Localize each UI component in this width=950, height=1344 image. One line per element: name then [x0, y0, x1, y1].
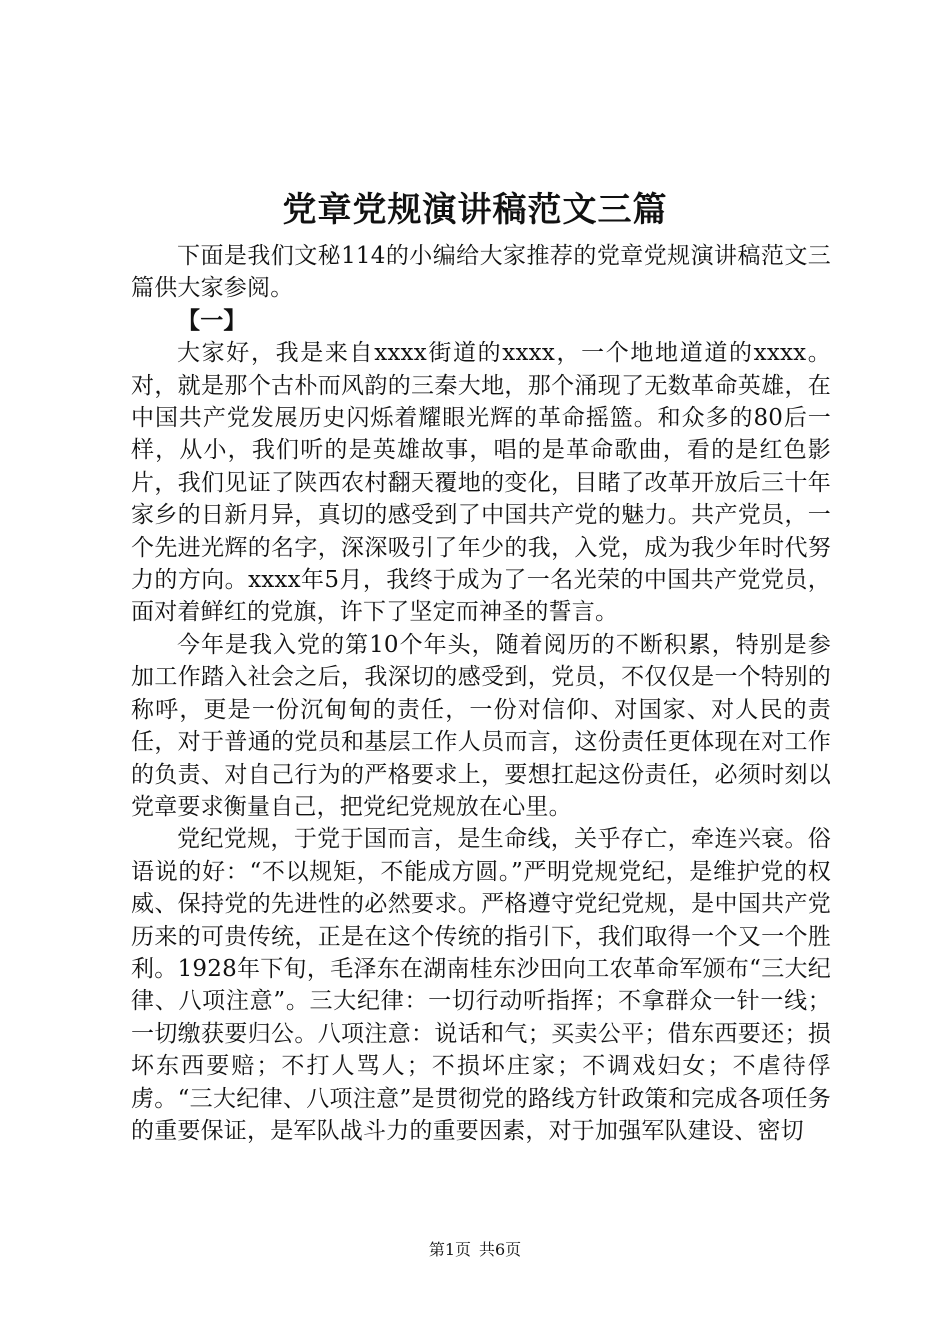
document-body — [131, 240, 831, 1147]
page-total: 共6页 — [479, 1240, 522, 1259]
page-footer — [0, 1238, 950, 1262]
intro-paragraph: 下面是我们文秘114的小编给大家推荐的党章党规演讲稿范文三篇供大家参阅。 — [131, 243, 831, 302]
document-title: 党章党规演讲稿范文三篇 — [282, 190, 668, 230]
body-paragraph: 今年是我入党的第10个年头，随着阅历的不断积累，特别是参加工作踏入社会之后，我深切的感受到，党员，不仅仅是一个特别的称呼，更是一份沉甸甸的责任，一份对信仰、对国家、对人民的责任，对于普通的党员和基层工作人员而言，这份责任更体现在对工作的负责、对自己行为的严格要求上，要想扛起这份责任，必须时刻以党章要求衡量自己，把党纪党规放在心里。 — [131, 631, 831, 820]
section-label: 【一】 — [177, 306, 247, 334]
page-number: 第1页 — [428, 1240, 471, 1259]
body-paragraph: 大家好，我是来自xxxx街道的xxxx，一个地地道道的xxxx。对，就是那个古朴而风韵的三秦大地，那个涌现了无数革命英雄，在中国共产党发展历史闪烁着耀眼光辉的革命摇篮。和众多的80后一样，从小，我们听的是英雄故事，唱的是革命歌曲，看的是红色影片，我们见证了陕西农村翻天覆地的变化，目睹了改革开放后三十年家乡的日新月异，真切的感受到了中国共产党的魅力。共产党员，一个先进光辉的名字，深深吸引了年少的我，入党，成为我少年时代努力的方向。xxxx年5月，我终于成为了一名光荣的中国共产党党员，面对着鲜红的党旗，许下了坚定而神圣的誓言。 — [131, 340, 831, 626]
body-paragraph: 党纪党规，于党于国而言，是生命线，关乎存亡，牵连兴衰。俗语说的好：“不以规矩，不能成方圆。”严明党规党纪，是维护党的权威、保持党的先进性的必然要求。严格遵守党纪党规，是中国共产党历来的可贵传统，正是在这个传统的指引下，我们取得一个又一个胜利。1928年下旬，毛泽东在湖南桂东沙田向工农革命军颁布“三大纪律、八项注意”。三大纪律：一切行动听指挥；不拿群众一针一线；一切缴获要归公。八项注意：说话和气；买卖公平；借东西要还；损坏东西要赔；不打人骂人；不损坏庄家；不调戏妇女；不虐待俘虏。“三大纪律、八项注意”是贯彻党的路线方针政策和完成各项任务的重要保证，是军队战斗力的重要因素，对于加强军队建设、密切 — [131, 826, 831, 1144]
